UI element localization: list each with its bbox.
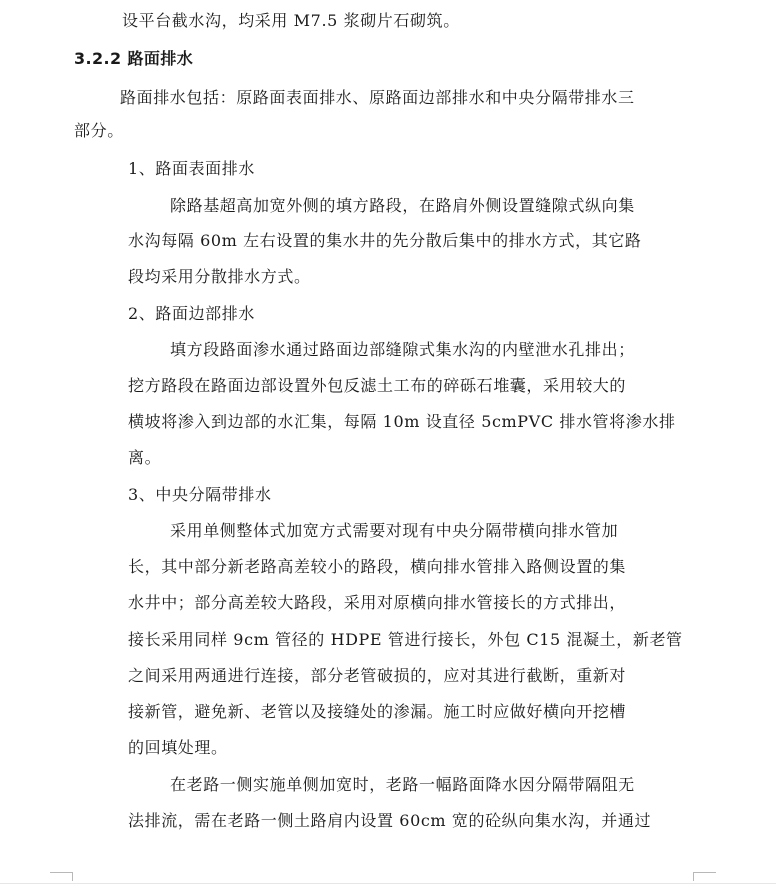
paragraph-line: 的回填处理。 (128, 738, 228, 757)
subsection-heading: 3、中央分隔带排水 (128, 485, 272, 504)
paragraph-line: 长，其中部分新老路高差较小的路段，横向排水管排入路侧设置的集 (128, 557, 627, 576)
subsection-heading: 1、路面表面排水 (128, 159, 255, 178)
section-heading: 3.2.2 路面排水 (74, 49, 194, 68)
paragraph-line: 挖方路段在路面边部设置外包反滤土工布的碎砾石堆囊，采用较大的 (128, 376, 627, 395)
paragraph-line: 采用单侧整体式加宽方式需要对现有中央分隔带横向排水管加 (170, 521, 619, 540)
paragraph-line: 法排流，需在老路一侧土路肩内设置 60cm 宽的砼纵向集水沟，并通过 (128, 811, 652, 830)
paragraph-line: 离。 (128, 448, 162, 467)
paragraph-line: 接新管，避免新、老管以及接缝处的渗漏。施工时应做好横向开挖槽 (128, 702, 627, 721)
paragraph-line: 在老路一侧实施单侧加宽时，老路一幅路面降水因分隔带隔阻无 (170, 775, 635, 794)
paragraph-line: 路面排水包括：原路面表面排水、原路面边部排水和中央分隔带排水三 (120, 88, 635, 107)
paragraph-line: 段均采用分散排水方式。 (128, 267, 311, 286)
page-corner-mark-right (694, 872, 716, 881)
paragraph-line: 填方段路面渗水通过路面边部缝隙式集水沟的内壁泄水孔排出； (170, 340, 635, 359)
page-corner-mark-left (50, 872, 72, 881)
paragraph-line: 之间采用两通进行连接，部分老管破损的，应对其进行截断，重新对 (128, 666, 627, 685)
paragraph-line: 横坡将渗入到边部的水汇集，每隔 10m 设直径 5cmPVC 排水管将渗水排 (128, 412, 676, 431)
paragraph-line: 设平台截水沟，均采用 M7.5 浆砌片石砌筑。 (122, 11, 460, 30)
paragraph-line: 水井中；部分高差较大路段，采用对原横向排水管接长的方式排出， (128, 593, 627, 612)
paragraph-line: 接长采用同样 9cm 管径的 HDPE 管进行接长，外包 C15 混凝土，新老管 (128, 630, 683, 649)
subsection-heading: 2、路面边部排水 (128, 304, 255, 323)
paragraph-line: 除路基超高加宽外侧的填方路段，在路肩外侧设置缝隙式纵向集 (170, 196, 635, 215)
paragraph-line: 部分。 (74, 121, 124, 140)
paragraph-line: 水沟每隔 60m 左右设置的集水井的先分散后集中的排水方式，其它路 (128, 231, 642, 250)
